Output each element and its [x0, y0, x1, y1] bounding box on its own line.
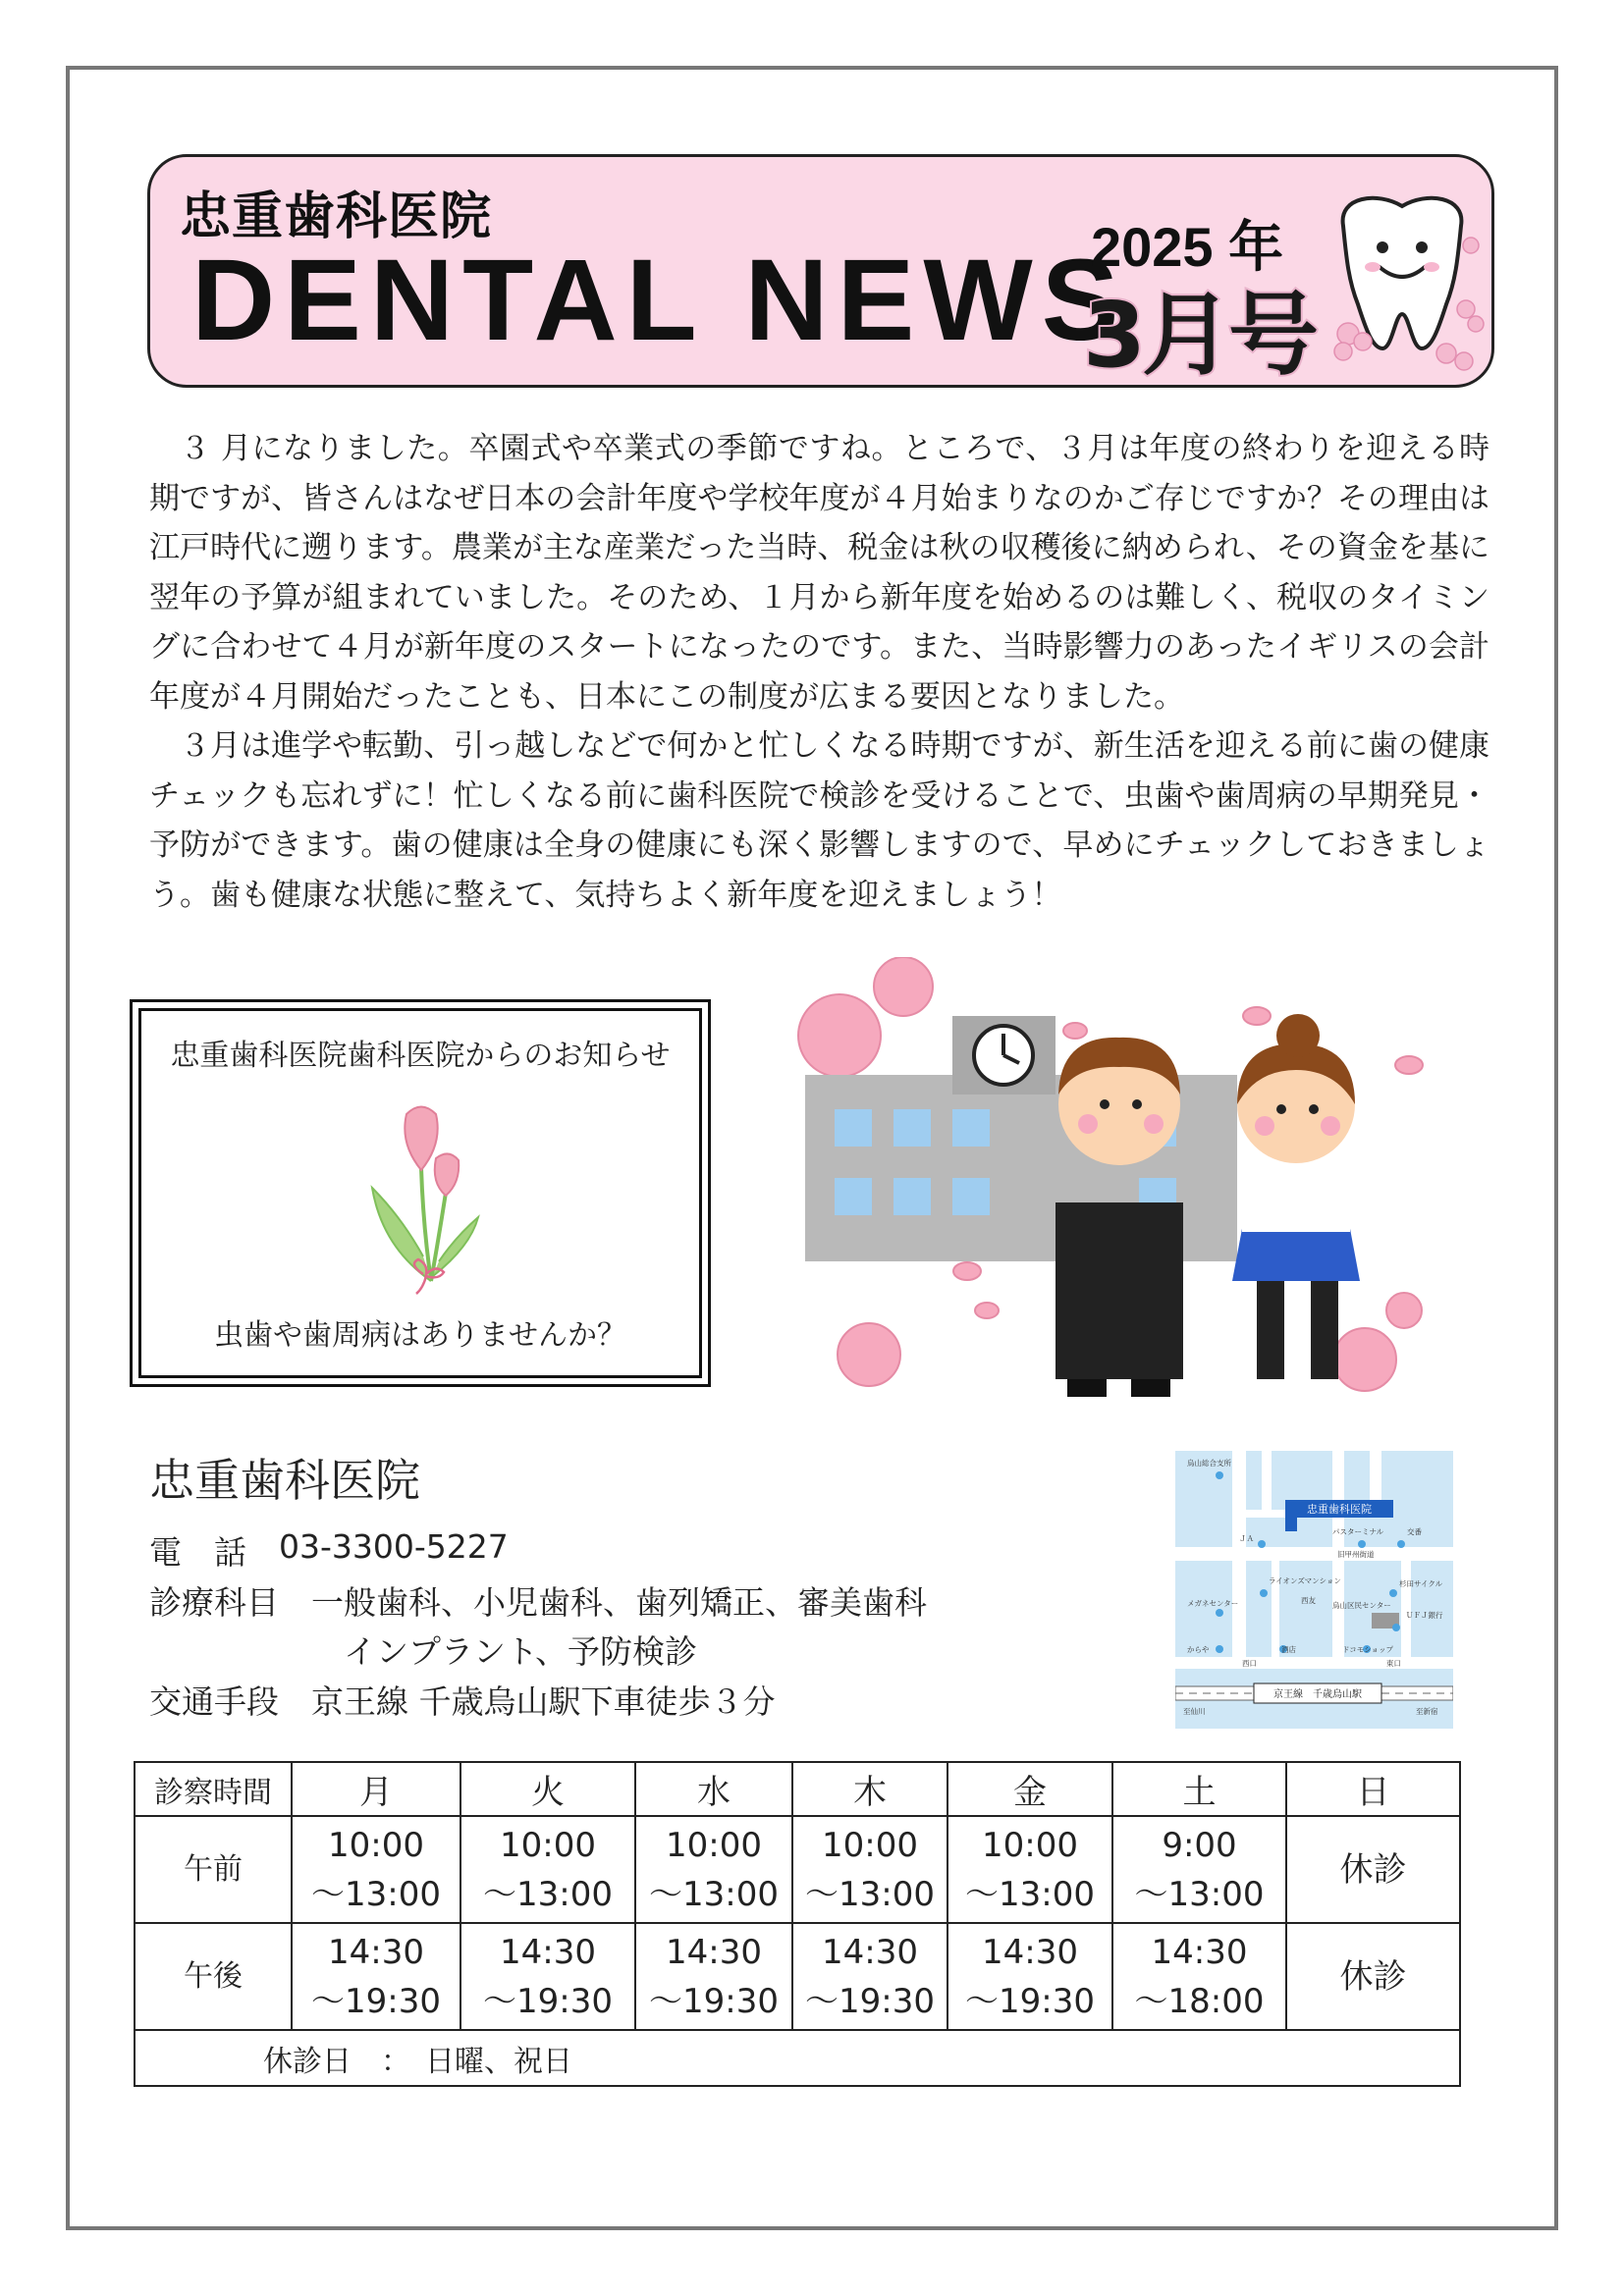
- open-time: 14:30: [1151, 1932, 1248, 1972]
- clinic-name: 忠重歯科医院: [149, 1454, 420, 1507]
- department-row: [149, 1577, 927, 1624]
- close-time: ～13:00: [311, 1874, 441, 1914]
- department-list-2: インプラント、予防検診: [344, 1632, 698, 1671]
- issue-month: 3月号: [1083, 283, 1316, 388]
- hours-cell: [292, 1923, 460, 2030]
- hours-header-label: 診察時間: [135, 1762, 292, 1816]
- map-label: 烏山総合支所: [1187, 1459, 1231, 1468]
- map-label: 交番: [1407, 1527, 1422, 1536]
- hours-cell: [635, 1816, 792, 1923]
- intro-text: [149, 424, 1489, 920]
- map-label: 至仙川: [1183, 1707, 1206, 1716]
- day-mon: 月: [292, 1762, 460, 1816]
- sunday-closed: 休診: [1286, 1816, 1460, 1923]
- hours-cell: [792, 1923, 947, 2030]
- open-time: 9:00: [1162, 1825, 1237, 1865]
- newsletter-header: [147, 154, 1494, 388]
- morning-label: 午前: [135, 1816, 292, 1923]
- office-hours-table: [134, 1761, 1461, 2087]
- hours-cell: [1112, 1923, 1286, 2030]
- hours-cell: [635, 1923, 792, 2030]
- department-label: 診療科目: [149, 1583, 279, 1622]
- close-time: ～19:30: [483, 1981, 613, 2021]
- close-time: ～19:30: [965, 1981, 1095, 2021]
- map-label: ドコモショップ: [1342, 1645, 1394, 1654]
- department-list-1: 一般歯科、小児歯科、歯列矯正、審美歯科: [311, 1583, 927, 1622]
- close-time: ～13:00: [1134, 1874, 1265, 1914]
- map-label: ＪＡ: [1239, 1534, 1254, 1543]
- open-time: 10:00: [500, 1825, 596, 1865]
- phone-label: 電 話: [149, 1533, 246, 1572]
- phone-row: [149, 1527, 509, 1574]
- hours-cell: [1112, 1816, 1286, 1923]
- hours-cell: [292, 1816, 460, 1923]
- map-clinic-label: 忠重歯科医院: [1307, 1503, 1372, 1516]
- map-station-label: 京王線 千歳烏山駅: [1273, 1689, 1362, 1700]
- smiling-tooth-icon: [1319, 187, 1486, 373]
- open-time: 10:00: [328, 1825, 424, 1865]
- map-label: 酒店: [1281, 1645, 1296, 1654]
- map-label: ＵＦＪ銀行: [1406, 1611, 1443, 1620]
- phone-number: 03-3300-5227: [279, 1527, 509, 1566]
- notice-box: [130, 999, 711, 1387]
- map-label: 西友: [1301, 1596, 1316, 1605]
- map-label: 西口: [1242, 1659, 1257, 1668]
- map-label: 東口: [1386, 1659, 1401, 1668]
- hours-cell: [460, 1816, 635, 1923]
- afternoon-label: 午後: [135, 1923, 292, 2030]
- hours-header-row: [135, 1762, 1460, 1816]
- day-fri: 金: [947, 1762, 1112, 1816]
- open-time: 10:00: [666, 1825, 762, 1865]
- open-time: 14:30: [982, 1932, 1078, 1972]
- map-label: 杉田サイクル: [1399, 1579, 1443, 1588]
- morning-row: [135, 1816, 1460, 1923]
- tulip-icon: [362, 1099, 490, 1306]
- hours-cell: [947, 1816, 1112, 1923]
- open-time: 14:30: [328, 1932, 424, 1972]
- close-time: ～13:00: [965, 1874, 1095, 1914]
- notice-title: 忠重歯科医院歯科医院からのお知らせ: [170, 1039, 671, 1073]
- open-time: 14:30: [666, 1932, 762, 1972]
- sunday-closed: 休診: [1286, 1923, 1460, 2030]
- notice-message: 虫歯や歯周病はありませんか？: [214, 1318, 626, 1353]
- access-text: 京王線 千歳烏山駅下車徒歩３分: [311, 1682, 776, 1721]
- map-label: パスターミナル: [1332, 1527, 1384, 1536]
- access-label: 交通手段: [149, 1682, 279, 1721]
- hours-cell: [460, 1923, 635, 2030]
- close-time: ～13:00: [649, 1874, 779, 1914]
- map-label: 烏山区民センター: [1332, 1601, 1391, 1610]
- close-time: ～18:00: [1134, 1981, 1265, 2021]
- clinic-name-header: 忠重歯科医院: [180, 187, 493, 246]
- open-time: 14:30: [822, 1932, 918, 1972]
- close-time: ～13:00: [483, 1874, 613, 1914]
- closed-days: 休診日 ： 日曜、祝日: [135, 2030, 1460, 2086]
- intro-paragraph-1: ３ 月になりました。卒園式や卒業式の季節ですね。ところで、３月は年度の終わりを迎える時期ですが、皆さんはなぜ日本の会計年度や学校年度が４月始まりなのかご存じですか？その理由は江戸時代に遡ります。農業が主な産業だった当時、税金は秋の収穫後に納められ、その資金を基に翌年の予算が組まれていました。そのため、１月から新年度を始めるのは難しく、税収のタイミングに合わせて４月が新年度のスタートになったのです。また、当時影響力のあったイギリスの会計年度が４月開始だったことも、日本にこの制度が広まる要因となりました。: [149, 431, 1489, 715]
- graduation-students-illustration: [776, 957, 1443, 1418]
- close-time: ～19:30: [805, 1981, 935, 2021]
- afternoon-row: [135, 1923, 1460, 2030]
- intro-paragraph-2: ３月は進学や転勤、引っ越しなどで何かと忙しくなる時期ですが、新生活を迎える前に歯の健康チェックも忘れずに！忙しくなる前に歯科医院で検診を受けることで、虫歯や歯周病の早期発見・予防ができます。歯の健康は全身の健康にも深く影響しますので、早めにチェックしておきましょう。歯も健康な状態に整えて、気持ちよく新年度を迎えましょう！: [149, 728, 1489, 913]
- close-time: ～19:30: [649, 1981, 779, 2021]
- open-time: 14:30: [500, 1932, 596, 1972]
- close-time: ～13:00: [805, 1874, 935, 1914]
- map-label: ライオンズマンション: [1269, 1576, 1341, 1585]
- map-label: メガネセンター: [1187, 1599, 1239, 1608]
- clinic-access-map: [1175, 1451, 1453, 1729]
- day-thu: 木: [792, 1762, 947, 1816]
- day-wed: 水: [635, 1762, 792, 1816]
- map-label: 至新宿: [1416, 1707, 1438, 1716]
- closed-days-row: [135, 2030, 1460, 2086]
- hours-cell: [947, 1923, 1112, 2030]
- day-sun: 日: [1286, 1762, 1460, 1816]
- newsletter-title: DENTAL NEWS: [191, 236, 1128, 365]
- open-time: 10:00: [822, 1825, 918, 1865]
- hours-cell: [792, 1816, 947, 1923]
- map-label: 旧甲州街道: [1337, 1550, 1375, 1559]
- day-sat: 土: [1112, 1762, 1286, 1816]
- close-time: ～19:30: [311, 1981, 441, 2021]
- map-label: からや: [1187, 1645, 1210, 1654]
- notice-inner-frame: [138, 1008, 702, 1378]
- access-row: [149, 1677, 776, 1723]
- open-time: 10:00: [982, 1825, 1078, 1865]
- issue-year: 2025 年: [1091, 216, 1284, 278]
- day-tue: 火: [460, 1762, 635, 1816]
